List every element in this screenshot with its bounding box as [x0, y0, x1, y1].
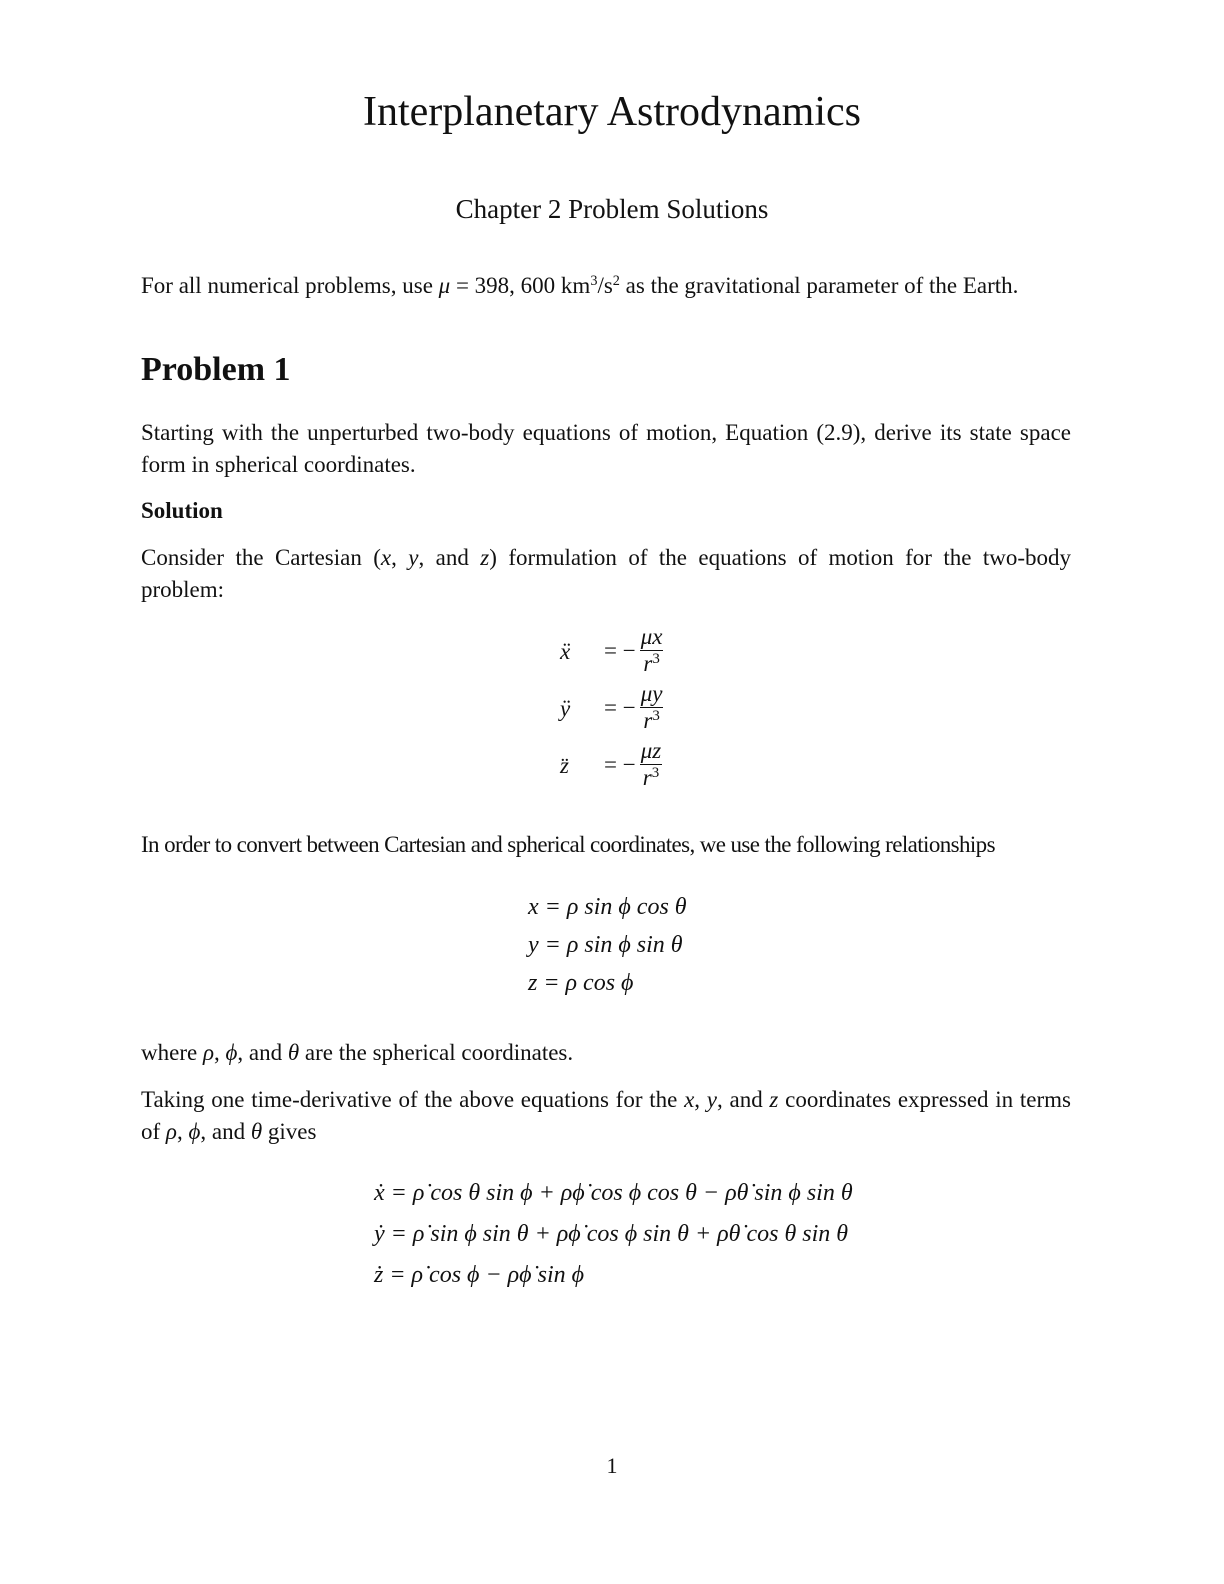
equation-row: y = ρ sin ϕ sin θ	[528, 932, 683, 958]
intro-per: /s	[597, 273, 613, 298]
km-exponent: 3	[590, 273, 598, 290]
equation-row: ż = ρ̇ cos ϕ − ρϕ̇ sin ϕ	[374, 1262, 585, 1288]
denominator	[640, 764, 662, 791]
equation-row: z = ρ cos ϕ	[528, 970, 634, 996]
taking-sep-1: ,	[694, 1087, 707, 1112]
mu-symbol: μ	[438, 273, 451, 298]
var-z: z	[769, 1087, 779, 1112]
denominator-exponent: 3	[652, 707, 660, 724]
numerator: μy	[640, 681, 663, 706]
equation-row: ẏ = ρ̇ sin ϕ sin θ + ρϕ̇ cos ϕ sin θ + ρθ̇ cos θ sin θ	[374, 1221, 849, 1247]
problem-heading: Problem 1	[141, 351, 291, 388]
var-rho: ρ	[165, 1119, 177, 1144]
var-x: x	[684, 1087, 695, 1112]
var-phi: ϕ	[188, 1119, 201, 1144]
spherical-relations	[528, 888, 687, 1002]
where-sep-2: , and	[237, 1040, 288, 1065]
equals-minus: = −	[604, 637, 636, 663]
var-rho: ρ	[202, 1040, 214, 1065]
solution-label: Solution	[141, 498, 223, 523]
denominator-exponent: 3	[652, 650, 660, 667]
equation-row: x = ρ sin ϕ cos θ	[528, 894, 687, 920]
denominator-exponent: 3	[651, 764, 660, 781]
where-paragraph	[141, 1037, 1071, 1069]
denominator-var: r	[642, 765, 652, 790]
document-title: Interplanetary Astrodynamics	[362, 89, 861, 135]
equation-row	[520, 681, 710, 738]
acceleration-equations	[520, 624, 710, 795]
convert-paragraph: In order to convert between Cartesian and spherical coordinates, we use the following relationships	[141, 832, 995, 857]
equation-row	[520, 738, 710, 795]
numerator: μx	[640, 624, 663, 649]
intro-text-after: as the gravitational parameter of the Earth.	[619, 273, 1019, 298]
denominator	[640, 707, 662, 734]
taking-text-1: Taking one time-derivative of the above equations for the	[141, 1087, 685, 1112]
derivative-equations	[374, 1173, 853, 1296]
where-sep-1: ,	[213, 1040, 226, 1065]
taking-sep-3: ,	[176, 1119, 189, 1144]
equation-lhs: ẍ	[560, 639, 571, 664]
taking-text-3: gives	[262, 1119, 317, 1144]
s-exponent: 2	[612, 273, 620, 290]
consider-sep-2: , and	[418, 545, 481, 570]
intro-value: = 398, 600 km	[450, 273, 591, 298]
taking-paragraph	[141, 1084, 1071, 1148]
var-y: y	[706, 1087, 717, 1112]
fraction	[638, 624, 666, 677]
equation-rhs	[604, 738, 664, 791]
var-theta: θ	[287, 1040, 300, 1065]
equation-rhs	[604, 681, 665, 734]
fraction	[638, 738, 665, 791]
page-number: 1	[606, 1453, 618, 1478]
numerator: μz	[640, 738, 662, 763]
intro-paragraph	[141, 270, 1071, 302]
var-phi: ϕ	[225, 1040, 238, 1065]
equation-row	[520, 624, 710, 681]
intro-text-before: For all numerical problems, use	[141, 273, 439, 298]
fraction	[638, 681, 666, 734]
consider-sep-1: ,	[391, 545, 409, 570]
taking-sep-2: , and	[717, 1087, 770, 1112]
equals-minus: = −	[604, 751, 636, 777]
var-y: y	[408, 545, 419, 570]
var-z: z	[480, 545, 490, 570]
consider-paragraph	[141, 542, 1071, 606]
denominator	[640, 650, 662, 677]
equation-row: ẋ = ρ̇ cos θ sin ϕ + ρϕ̇ cos ϕ cos θ − ρθ̇ sin ϕ sin θ	[374, 1180, 853, 1206]
consider-text-2: ) formulation of the equations of motion for the two-body problem:	[141, 545, 1072, 602]
problem-statement: Starting with the unperturbed two-body equations of motion, Equation (2.9), derive its state space form in spherical coordinates.	[141, 420, 1071, 477]
denominator-var: r	[643, 708, 653, 733]
taking-text-2: coordinates expressed in terms of	[141, 1087, 1071, 1144]
var-theta: θ	[250, 1119, 263, 1144]
equation-lhs: z̈	[560, 753, 569, 778]
equals-minus: = −	[604, 694, 636, 720]
consider-text-1: Consider the Cartesian (	[141, 545, 381, 570]
where-text-1: where	[141, 1040, 203, 1065]
where-text-2: are the spherical coordinates.	[299, 1040, 574, 1065]
equation-rhs	[604, 624, 665, 677]
equation-lhs: ÿ	[560, 696, 571, 721]
document-subtitle: Chapter 2 Problem Solutions	[455, 194, 769, 224]
denominator-var: r	[643, 651, 653, 676]
taking-sep-4: , and	[200, 1119, 251, 1144]
var-x: x	[380, 545, 392, 570]
